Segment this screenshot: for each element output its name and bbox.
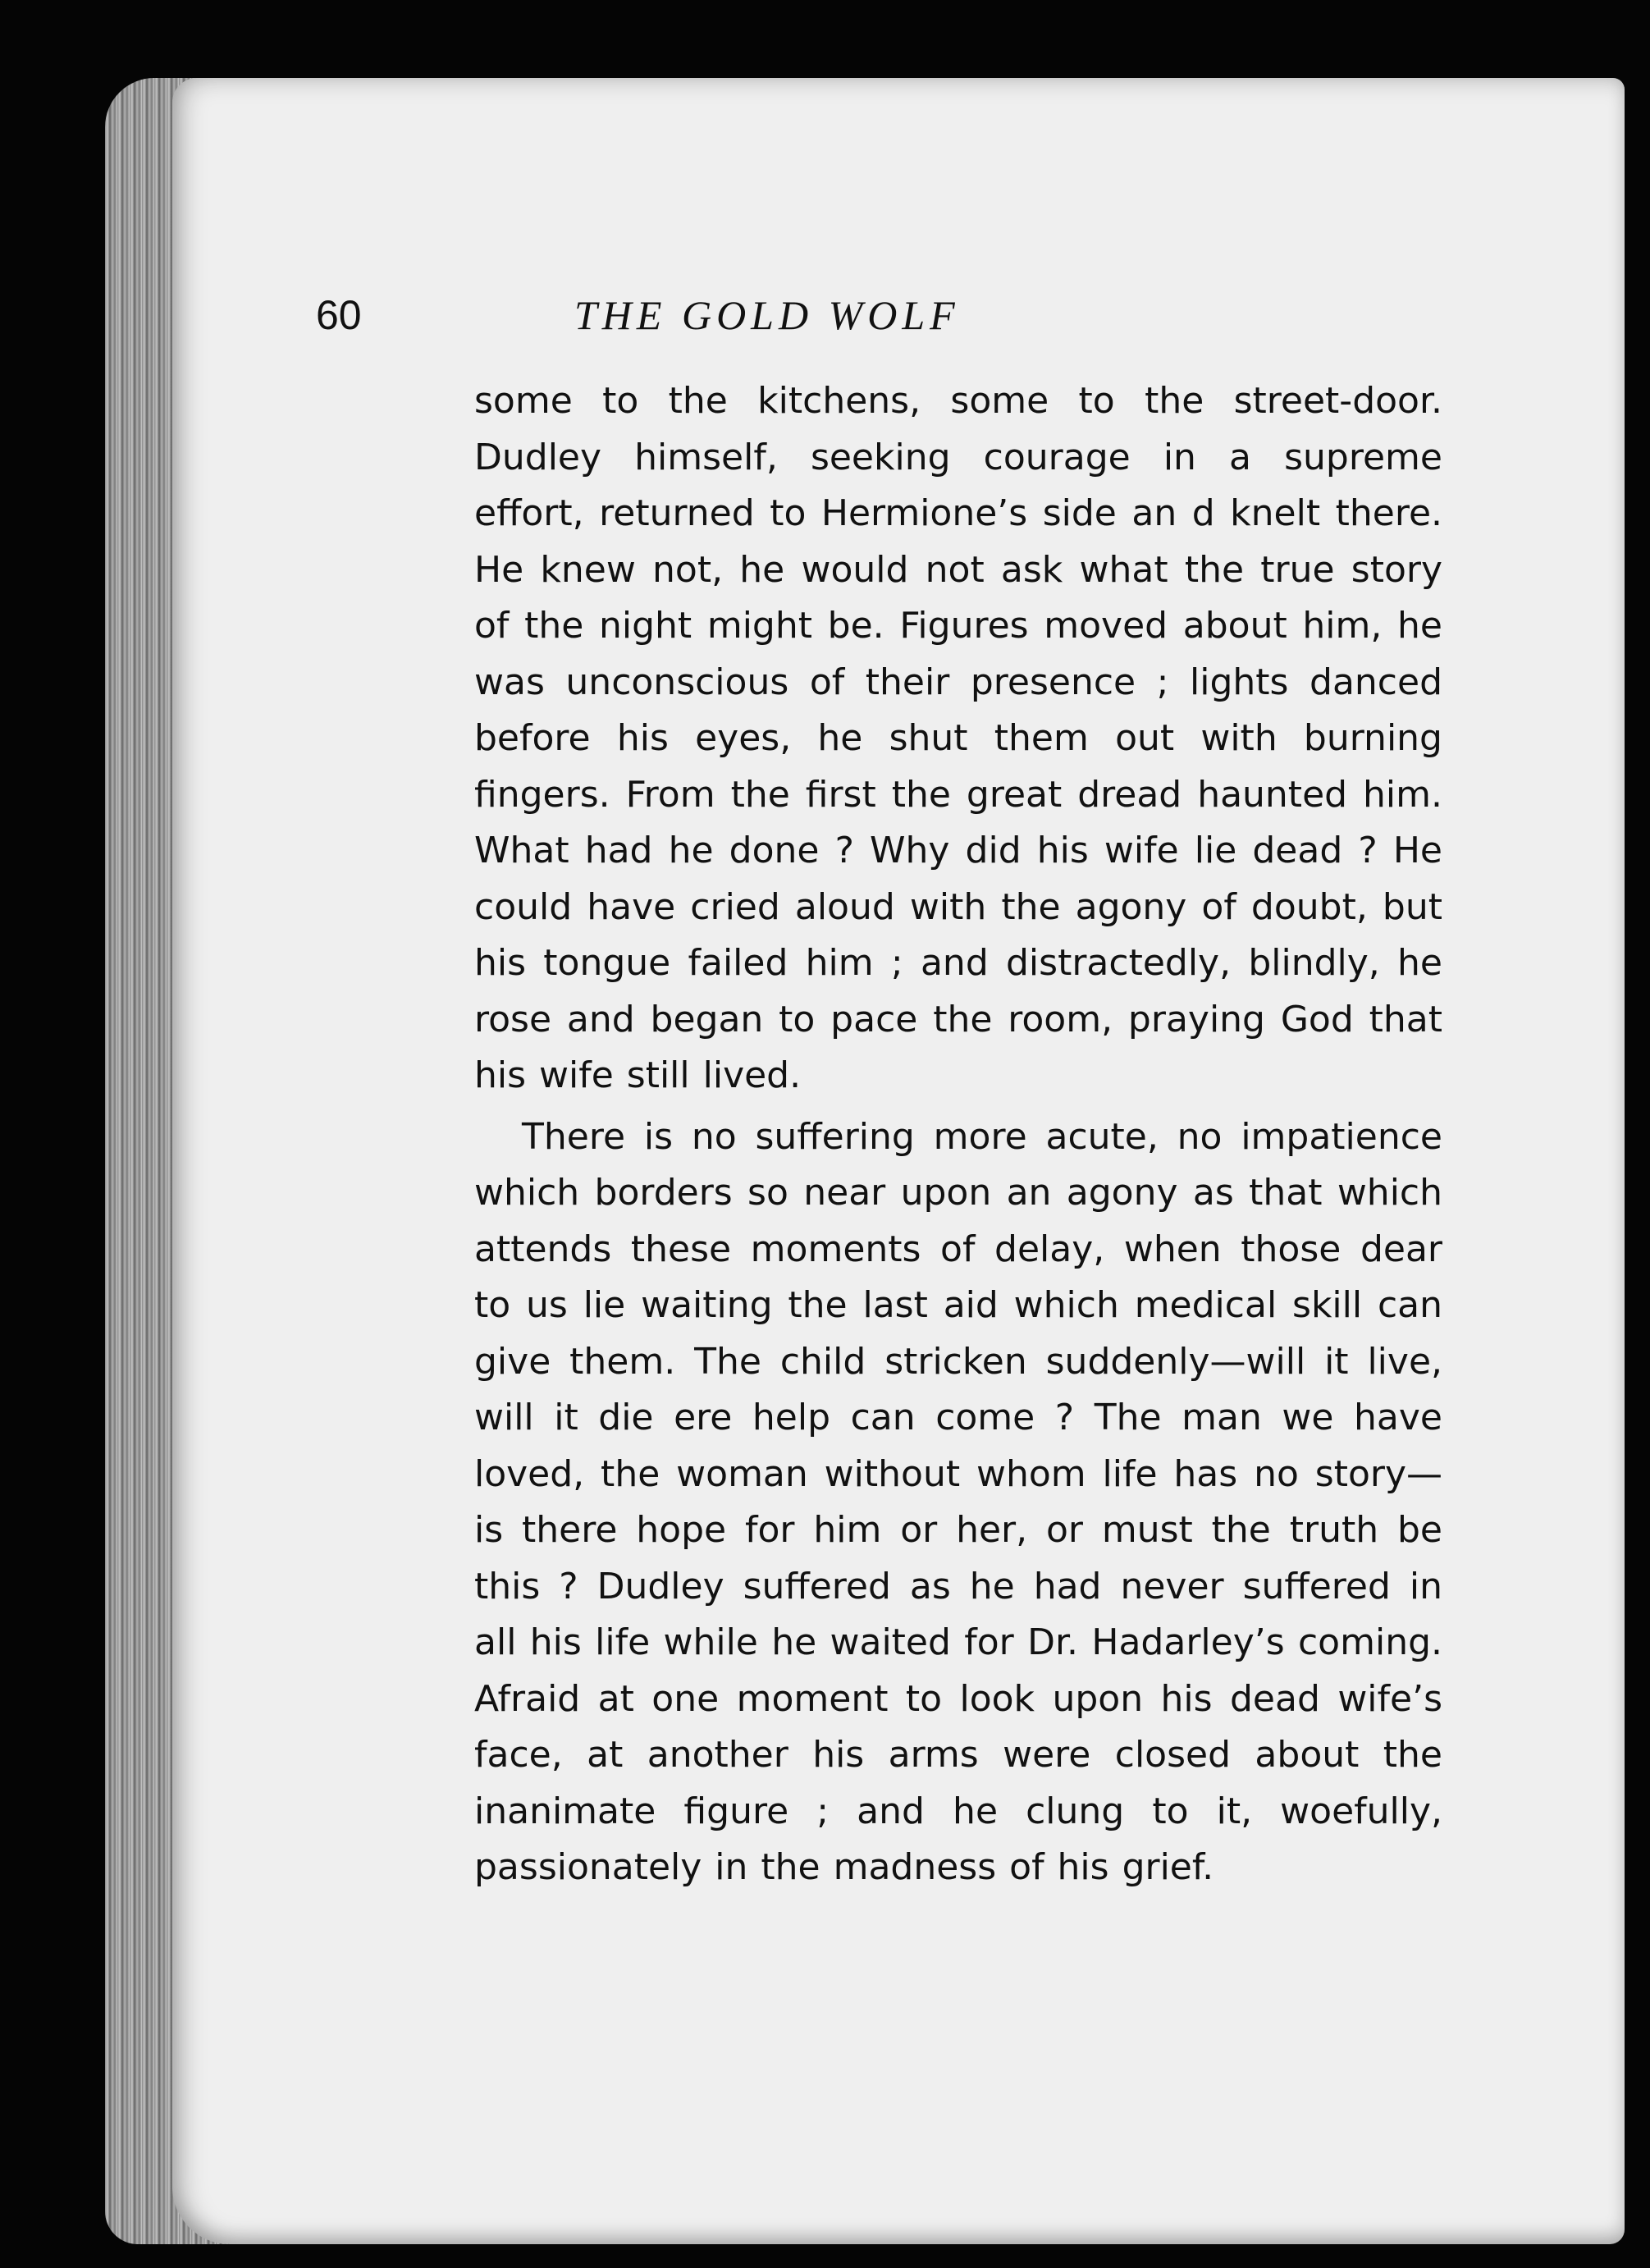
book-title: THE GOLD WOLF [574,292,960,338]
running-head [316,291,1218,357]
page-number: 60 [316,292,362,338]
body-text [474,373,1442,1896]
paragraph: There is no suffering more acute, no impatience which borders so near upon an agony as that which attends these moments of delay, when those dear to us lie waiting the last aid which medical skill can give them. The child stricken suddenly—will it live, will it die ere help can come ? The man we have loved, the woman without whom life has no story—is there hope for him or her, or must the truth be this ? Dudley suffered as he had never suffered in all his life while he waited for Dr. Hadarley’s coming. Afraid at one moment to look upon his dead wife’s face, at another his arms were closed about the inanimate figure ; and he clung to it, woefully, passionately in the madness of his grief. [474,1115,1442,1888]
paragraph: some to the kitchens, some to the street-door. Dudley himself, seeking courage in a supreme effort, returned to Hermione’s side an d knelt there. He knew not, he would not ask what the true story of the night might be. Figures moved about him, he was unconscious of their presence ; lights danced before his eyes, he shut them out with burning fingers. From the first the great dread haunted him. What had he done ? Why did his wife lie dead ? He could have cried aloud with the agony of doubt, but his tongue failed him ; and distractedly, blindly, he rose and began to pace the room, praying God that his wife still lived. [474,380,1442,1096]
